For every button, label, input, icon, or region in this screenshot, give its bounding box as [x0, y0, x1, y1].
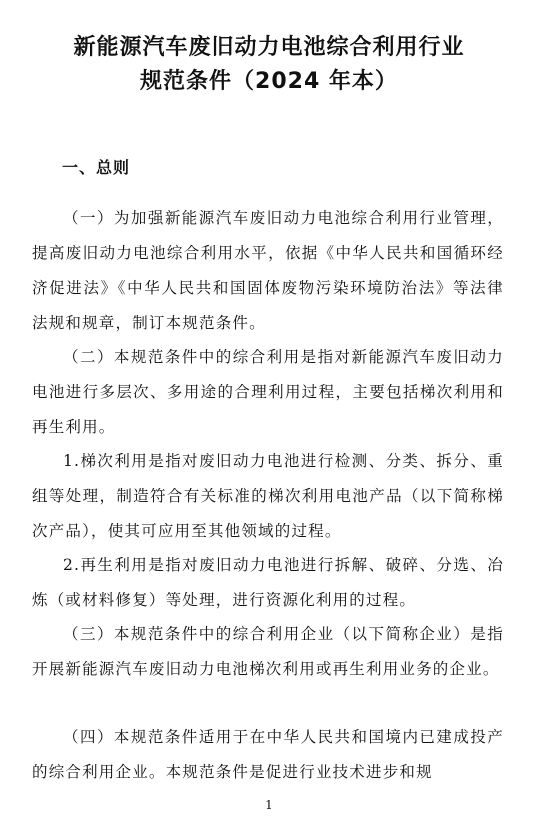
document-title-line-2: 规范条件（2024 年本） [140, 69, 398, 94]
paragraph-6: （四）本规范条件适用于在中华人民共和国境内已建成投产的综合利用企业。本规范条件是促进行业技术进步和规 [32, 727, 504, 781]
page-number: 1 [265, 798, 273, 812]
paragraph-1: （一）为加强新能源汽车废旧动力电池综合利用行业管理，提高废旧动力电池综合利用水平，依据《中华人民共和国循环经济促进法》《中华人民共和国固体废物污染环境防治法》等法律法规和规章，制订本规范条件。 [32, 208, 504, 332]
section-heading: 一、总则 [62, 158, 131, 177]
paragraph-2: （二）本规范条件中的综合利用是指对新能源汽车废旧动力电池进行多层次、多用途的合理利用过程，主要包括梯次利用和再生利用。 [32, 347, 504, 436]
paragraph-4: 2.再生利用是指对废旧动力电池进行拆解、破碎、分选、冶炼（或材料修复）等处理，进行资源化利用的过程。 [32, 555, 504, 609]
document-title-line-1: 新能源汽车废旧动力电池综合利用行业 [73, 35, 465, 60]
paragraph-5: （三）本规范条件中的综合利用企业（以下简称企业）是指开展新能源汽车废旧动力电池梯次利用或再生利用业务的企业。 [32, 624, 504, 678]
paragraph-3: 1.梯次利用是指对废旧动力电池进行检测、分类、拆分、重组等处理，制造符合有关标准的梯次利用电池产品（以下简称梯次产品），使其可应用至其他领域的过程。 [32, 451, 504, 540]
